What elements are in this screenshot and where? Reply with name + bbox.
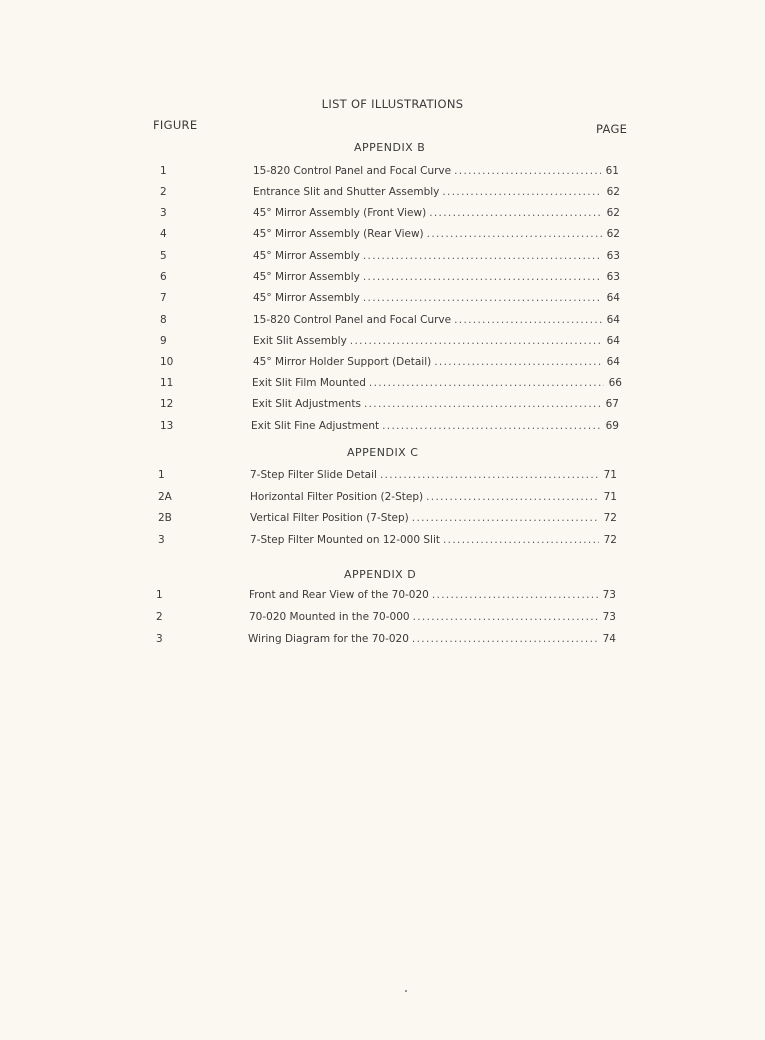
page-number: 62 (606, 186, 620, 198)
illustration-title: Front and Rear View of the 70-020 (249, 589, 429, 601)
illustration-row (0, 631, 765, 647)
illustration-entry (253, 163, 619, 179)
illustration-entry (250, 489, 617, 505)
illustration-title: 7-Step Filter Slide Detail (250, 469, 377, 481)
page-number: 64 (606, 292, 620, 304)
dot-leader (380, 467, 599, 483)
illustration-row (0, 226, 765, 242)
page-number: 73 (602, 589, 616, 601)
figure-number: 2 (156, 611, 163, 623)
illustration-row (0, 396, 765, 412)
illustration-entry (250, 510, 617, 526)
illustration-row (0, 312, 765, 328)
illustration-title: 7-Step Filter Mounted on 12-000 Slit (250, 534, 440, 546)
dot-leader (350, 333, 602, 349)
figure-number: 3 (156, 633, 163, 645)
illustration-entry (253, 312, 620, 328)
figure-number: 2 (160, 186, 167, 198)
figure-number: 7 (160, 292, 167, 304)
dot-leader (412, 631, 598, 647)
dot-leader (363, 269, 602, 285)
illustration-title: Vertical Filter Position (7-Step) (250, 512, 409, 524)
illustration-title: Exit Slit Assembly (253, 335, 347, 347)
figure-number: 8 (160, 314, 167, 326)
page-number: 69 (605, 420, 619, 432)
page-number: 66 (608, 377, 622, 389)
page-number: 63 (606, 271, 620, 283)
illustration-entry (253, 269, 620, 285)
figure-number: 2A (158, 491, 172, 503)
dot-leader (363, 290, 602, 306)
dot-leader (413, 609, 598, 625)
figure-number: 3 (160, 207, 167, 219)
illustration-entry (249, 587, 616, 603)
illustration-title: Exit Slit Film Mounted (252, 377, 366, 389)
illustration-title: 45° Mirror Assembly (Front View) (253, 207, 427, 219)
illustration-row (0, 354, 765, 370)
illustration-row (0, 163, 765, 179)
figure-number: 9 (160, 335, 167, 347)
illustration-entry (250, 532, 617, 548)
page-number: 71 (603, 491, 617, 503)
illustration-title: 45° Mirror Assembly (253, 271, 360, 283)
illustration-entry (250, 467, 617, 483)
illustration-title: Entrance Slit and Shutter Assembly (253, 186, 440, 198)
illustration-title: Wiring Diagram for the 70-020 (248, 633, 409, 645)
illustration-row (0, 489, 765, 505)
dot-leader (369, 375, 604, 391)
dot-leader (429, 205, 601, 221)
figure-number: 4 (160, 228, 167, 240)
dot-leader (443, 532, 599, 548)
illustration-entry (253, 248, 620, 264)
page-column-header: PAGE (596, 122, 628, 136)
dot-leader (382, 418, 601, 434)
illustration-entry (248, 631, 616, 647)
page-number: 73 (602, 611, 616, 623)
illustration-title: 15-820 Control Panel and Focal Curve (253, 165, 452, 177)
illustration-row (0, 587, 765, 603)
illustration-entry (251, 418, 619, 434)
illustration-row (0, 269, 765, 285)
figure-number: 1 (158, 469, 165, 481)
illustration-row (0, 184, 765, 200)
illustration-title: 45° Mirror Assembly (Rear View) (253, 228, 424, 240)
illustration-entry (252, 375, 622, 391)
illustration-row (0, 467, 765, 483)
dot-leader (426, 489, 599, 505)
figure-number: 10 (160, 356, 174, 368)
illustration-entry (252, 396, 619, 412)
illustration-entry (253, 333, 620, 349)
figure-number: 2B (158, 512, 172, 524)
page-number: 64 (606, 335, 620, 347)
illustration-title: Exit Slit Adjustments (252, 398, 361, 410)
page-number: 72 (603, 512, 617, 524)
illustration-title: Exit Slit Fine Adjustment (251, 420, 380, 432)
page-number: 74 (602, 633, 616, 645)
dot-leader (363, 248, 602, 264)
figure-number: 13 (160, 420, 174, 432)
illustration-entry (253, 290, 620, 306)
page-number: 72 (603, 534, 617, 546)
illustration-row (0, 532, 765, 548)
figure-number: 6 (160, 271, 167, 283)
illustration-title: Horizontal Filter Position (2-Step) (250, 491, 424, 503)
dot-leader (434, 354, 601, 370)
illustration-entry (249, 609, 616, 625)
illustration-entry (253, 184, 620, 200)
illustration-entry (253, 226, 620, 242)
illustration-row (0, 375, 765, 391)
illustration-title: 45° Mirror Holder Support (Detail) (253, 356, 432, 368)
page-number: 63 (606, 250, 620, 262)
dot-leader (412, 510, 599, 526)
paper-speck (405, 990, 407, 992)
illustration-title: 45° Mirror Assembly (253, 250, 360, 262)
figure-number: 1 (156, 589, 163, 601)
dot-leader (427, 226, 602, 242)
page-number: 64 (606, 314, 620, 326)
illustration-title: 45° Mirror Assembly (253, 292, 360, 304)
page-number: 64 (606, 356, 620, 368)
page-title: LIST OF ILLUSTRATIONS (321, 97, 464, 111)
illustration-row (0, 609, 765, 625)
page-number: 62 (606, 207, 620, 219)
illustration-row (0, 248, 765, 264)
section-heading: APPENDIX C (347, 446, 419, 459)
dot-leader (364, 396, 601, 412)
dot-leader (432, 587, 598, 603)
figure-column-header: FIGURE (153, 118, 198, 132)
page-number: 61 (605, 165, 619, 177)
illustration-row (0, 418, 765, 434)
illustration-row (0, 290, 765, 306)
illustration-row (0, 333, 765, 349)
illustration-entry (253, 354, 620, 370)
illustration-title: 70-020 Mounted in the 70-000 (249, 611, 410, 623)
page-number: 67 (605, 398, 619, 410)
section-heading: APPENDIX B (354, 141, 426, 154)
page-number: 62 (606, 228, 620, 240)
figure-number: 1 (160, 165, 167, 177)
dot-leader (442, 184, 601, 200)
dot-leader (454, 312, 602, 328)
figure-number: 12 (160, 398, 174, 410)
figure-number: 5 (160, 250, 167, 262)
illustration-title: 15-820 Control Panel and Focal Curve (253, 314, 452, 326)
section-heading: APPENDIX D (344, 568, 417, 581)
figure-number: 3 (158, 534, 165, 546)
dot-leader (454, 163, 601, 179)
illustration-row (0, 510, 765, 526)
figure-number: 11 (160, 377, 174, 389)
illustration-row (0, 205, 765, 221)
page-number: 71 (603, 469, 617, 481)
illustration-entry (253, 205, 620, 221)
